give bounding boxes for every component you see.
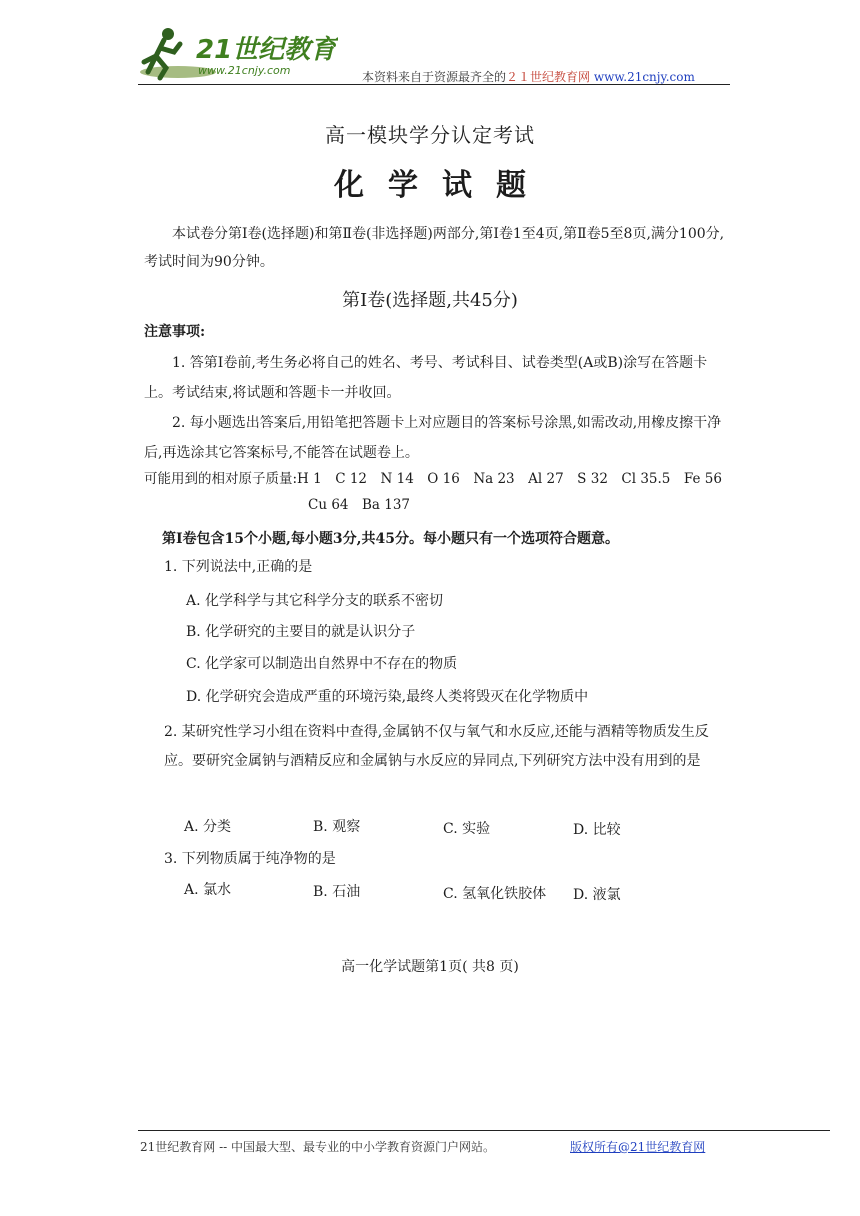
atomic-mass-line-1: 可能用到的相对原子质量:H 1 C 12 N 14 O 16 Na 23 Al 27 S 32 Cl 35.5 Fe 56 [144,471,722,487]
question-3-stem: 3. 下列物质属于纯净物的是 [164,851,336,867]
header-site-link[interactable]: ２１世纪教育网 [506,70,591,84]
site-logo [138,22,338,84]
header-source-note [362,68,695,85]
question-1-option-b: B. 化学研究的主要目的就是认识分子 [186,624,416,640]
page-number: 高一化学试题第1页( 共8 页) [341,959,519,975]
header-url-link[interactable]: www.21cnjy.com [593,70,695,84]
question-2-option-c: C. 实验 [443,821,491,837]
question-3-option-d: D. 液氯 [573,887,621,903]
exam-title: 高一模块学分认定考试 [325,123,535,147]
question-1-option-c: C. 化学家可以制造出自然界中不存在的物质 [186,656,458,672]
notice-item-1: 1. 答第Ⅰ卷前,考生务必将自己的姓名、考号、考试科目、试卷类型(A或B)涂写在答题卡上。考试结束,将试题和答题卡一并收回。 [144,355,708,401]
question-2-stem: 2. 某研究性学习小组在资料中查得,金属钠不仅与氧气和水反应,还能与酒精等物质发生反应。要研究金属钠与酒精反应和金属钠与水反应的异同点,下列研究方法中没有用到的是 [164,724,709,769]
atomic-mass-line-2: Cu 64 Ba 137 [308,497,411,513]
question-2-option-b: B. 观察 [313,819,361,835]
question-1-option-a: A. 化学科学与其它科学分支的联系不密切 [186,593,444,609]
question-3-option-a: A. 氯水 [184,882,232,898]
question-3-option-b: B. 石油 [313,884,361,900]
question-1-option-d: D. 化学研究会造成严重的环境污染,最终人类将毁灭在化学物质中 [186,689,589,705]
header-divider [138,84,730,85]
exam-intro: 本试卷分第Ⅰ卷(选择题)和第Ⅱ卷(非选择题)两部分,第Ⅰ卷1至4页,第Ⅱ卷5至8页,满分100分,考试时间为90分钟。 [144,226,725,270]
notice-item-2: 2. 每小题选出答案后,用铅笔把答题卡上对应题目的答案标号涂黑,如需改动,用橡皮擦干净后,再选涂其它答案标号,不能答在试题卷上。 [144,415,722,461]
question-2-option-a: A. 分类 [184,819,232,835]
footer-copyright-link[interactable]: 版权所有@21世纪教育网 [570,1140,706,1154]
footer-description: 21世纪教育网 -- 中国最大型、最专业的中小学教育资源门户网站。 [140,1140,496,1154]
question-1-stem: 1. 下列说法中,正确的是 [164,559,313,575]
subject-title: 化学试题 [334,168,550,203]
header-note-prefix: 本资料来自于资源最齐全的 [362,70,507,84]
svg-text:www.21cnjy.com: www.21cnjy.com [198,64,291,77]
section-title: 第Ⅰ卷(选择题,共45分) [342,290,518,311]
question-3-option-c: C. 氢氧化铁胶体 [443,886,547,902]
footer-divider [138,1130,830,1131]
runner-logo-icon [138,22,338,84]
svg-text:21世纪教育: 21世纪教育 [196,35,337,65]
question-2-option-d: D. 比较 [573,822,621,838]
part-description: 第Ⅰ卷包含15个小题,每小题3分,共45分。每小题只有一个选项符合题意。 [162,531,620,547]
notice-label: 注意事项: [144,324,206,340]
